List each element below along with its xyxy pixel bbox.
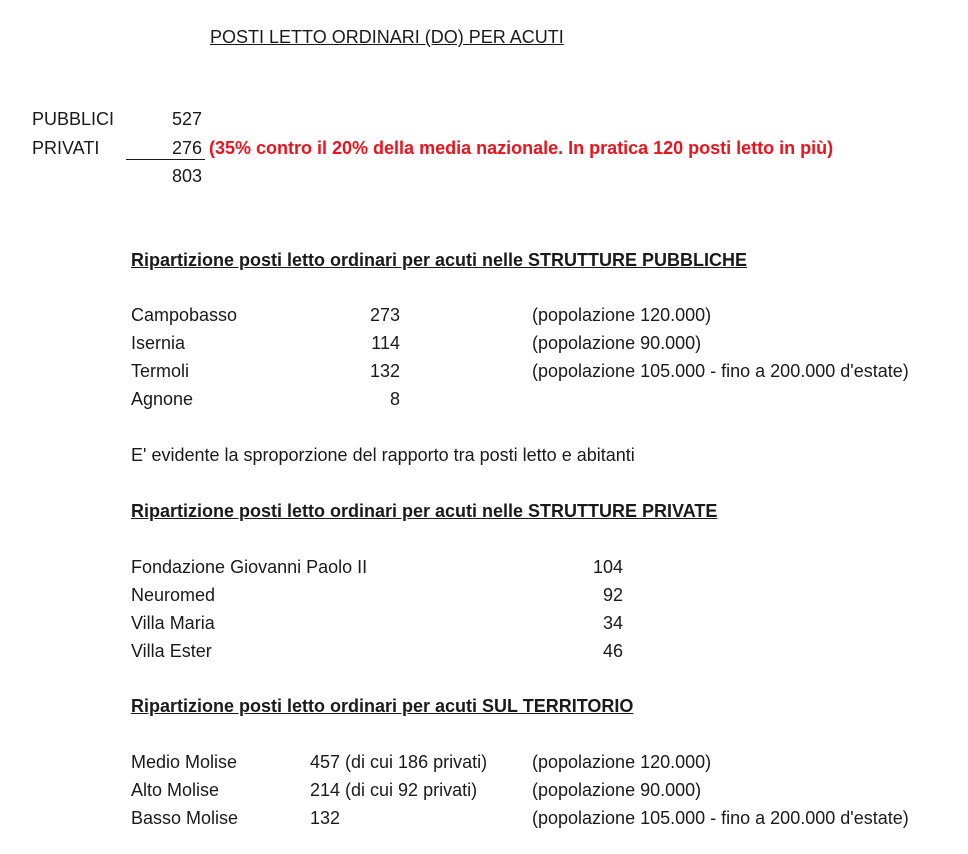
public-row-value: 8 [389,389,400,409]
territory-row-value: 214 (di cui 92 privati) [310,780,478,800]
territory-row-note: (popolazione 90.000) [532,780,702,800]
private-row-value: 92 [602,585,623,605]
private-section-heading: Ripartizione posti letto ordinari per acuti nelle STRUTTURE PRIVATE [131,501,718,521]
summary-label-pubblici: PUBBLICI [32,109,115,129]
territory-row-note: (popolazione 105.000 - fino a 200.000 d'estate) [532,808,909,828]
territory-row-name: Alto Molise [131,780,220,800]
summary-total: 803 [171,166,202,186]
summary-label-privati: PRIVATI [32,138,100,158]
public-row-note: (popolazione 105.000 - fino a 200.000 d'estate) [532,361,909,381]
sum-divider [126,159,205,160]
summary-value-privati: 276 [171,138,202,158]
public-row-note: (popolazione 90.000) [532,333,702,353]
private-row-name: Villa Ester [131,641,212,661]
private-row-value: 104 [592,557,623,577]
private-row-name: Villa Maria [131,613,215,633]
public-section-heading: Ripartizione posti letto ordinari per acuti nelle STRUTTURE PUBBLICHE [131,250,748,270]
territory-row-name: Basso Molise [131,808,239,828]
territory-row-note: (popolazione 120.000) [532,752,712,772]
territory-section-heading: Ripartizione posti letto ordinari per acuti SUL TERRITORIO [131,696,634,716]
public-row-value: 114 [371,333,400,353]
public-row-name: Isernia [131,333,186,353]
private-row-name: Fondazione Giovanni Paolo II [131,557,368,577]
public-row-name: Agnone [131,389,194,409]
territory-row-value: 132 [310,808,341,828]
public-row-value: 132 [369,361,400,381]
territory-row-value: 457 (di cui 186 privati) [310,752,488,772]
public-row-name: Campobasso [131,305,238,325]
public-row-value: 273 [369,305,400,325]
public-row-note: (popolazione 120.000) [532,305,712,325]
public-section-comment: E' evidente la sproporzione del rapporto tra posti letto e abitanti [131,445,635,465]
document-title: POSTI LETTO ORDINARI (DO) PER ACUTI [210,27,564,47]
summary-note: (35% contro il 20% della media nazionale. In pratica 120 posti letto in più) [209,138,834,158]
private-row-value: 34 [602,613,623,633]
private-row-name: Neuromed [131,585,216,605]
public-row-name: Termoli [131,361,190,381]
territory-row-name: Medio Molise [131,752,238,772]
private-row-value: 46 [602,641,623,661]
summary-value-pubblici: 527 [171,109,202,129]
